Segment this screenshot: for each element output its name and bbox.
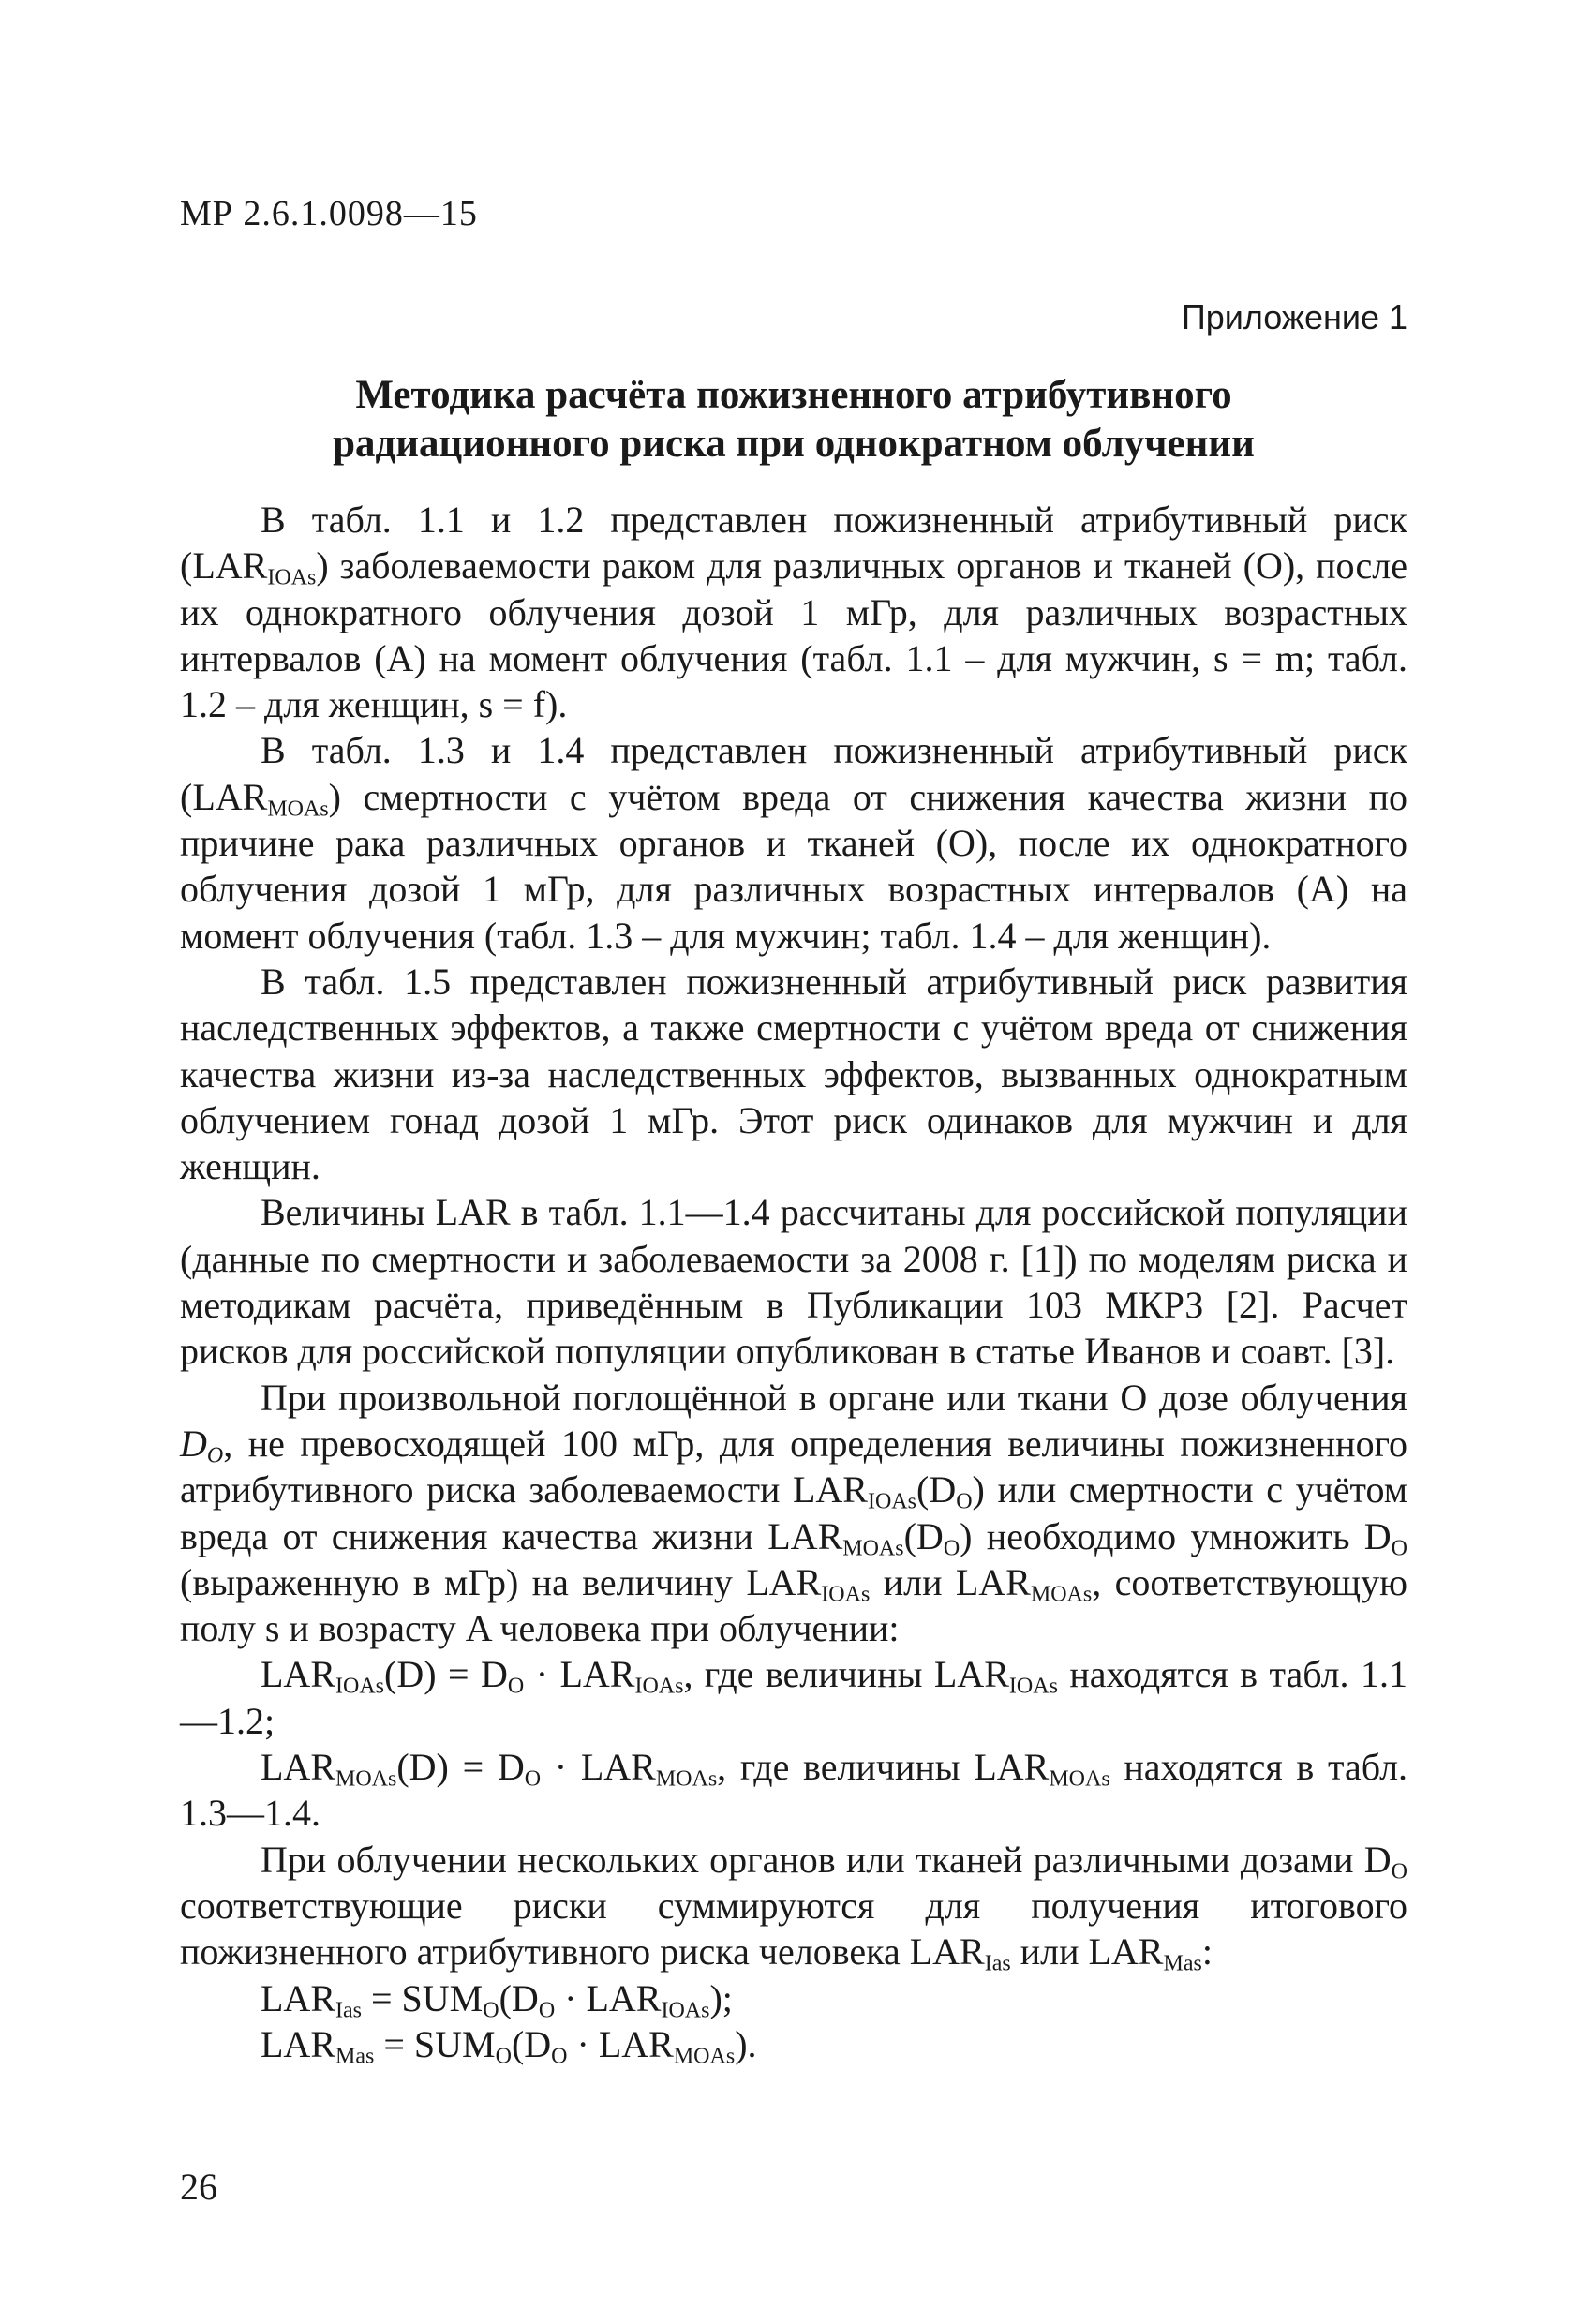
symbol-lar-ioas: $LAR_{IOAs}$ [746,1560,871,1607]
formula-2: $LAR_{MOAs}(D) = D_O \cdot LAR_{MOAs}$, где величины $LAR_{MOAs}$ находятся в табл. 1.3—1.4. [180,1746,1408,1835]
formula-3: $LAR_{Ias} = SUM_O(D_O \cdot LAR_{IOAs})$; [261,1976,733,2023]
paragraph-3: В табл. 1.5 представлен пожизненный атрибутивный риск развития наследственных эффектов, а также смертности с учётом вреда от снижения качества жизни из-за наследственных эффектов, вызванных однократным облучением гонад дозой 1 мГр. Этот риск одинаков для мужчин и для женщин. [180,960,1407,1188]
symbol-do-italic: $D_O$ [180,1422,224,1468]
symbol-lar-ioas-do: $LAR_{IOAs}(D_O)$ [792,1468,985,1514]
paragraph-2: В табл. 1.3 и 1.4 представлен пожизненный атрибутивный риск $(LAR_{MOAs})$ смертности с учётом вреда от снижения качества жизни по причине рака различных органов и тканей (O), после их однократного облучения дозой 1 мГр, для различных возрастных интервалов (A) на момент облучения (табл. 1.3 – для мужчин; табл. 1.4 – для женщин). [180,729,1407,957]
document-code: МР 2.6.1.0098—15 [180,194,478,233]
symbol-lar-moas: $LAR_{MOAs}$ [955,1560,1093,1607]
appendix-label: Приложение 1 [1181,298,1407,336]
symbol-do: $D_O$ [1363,1514,1408,1561]
paragraph-5: При произвольной поглощённой в органе или ткани O дозе облучения $D_O$, не превосходящей 100 мГр, для определения величины пожизненного атрибутивного риска заболеваемости $LAR_{IOAs}(D_O)$ или смертности с учётом вреда от снижения качества жизни $LAR_{MOAs}(D_O)$ необходимо умножить $D_O$ (выраженную в мГр) на величину $LAR_{IOAs}$ или $LAR_{MOAs}$, соответствующую полу s и возрасту A человека при облучении: [180,1376,1408,1650]
body-text [180,497,1407,2067]
paragraph-4: Величины LAR в табл. 1.1—1.4 рассчитаны для российской популяции (данные по смертности и заболеваемости за 2008 г. [1]) по моделям риска и методикам расчёта, приведённым в Публикации 103 МКРЗ [2]. Расчет рисков для российской популяции опубликован в статье Иванов и соавт. [3]. [180,1191,1407,1373]
title-line-1: Методика расчёта пожизненного атрибутивного [355,373,1232,417]
symbol-lar-moas-do: $LAR_{MOAs}(D_O)$ [767,1514,973,1561]
symbol-lar-moas: $LAR_{MOAs}$ [192,775,329,822]
formula-1: $LAR_{IOAs}(D) = D_O \cdot LAR_{IOAs}$, где величины $LAR_{IOAs}$ находятся в табл. 1.1—1.2; [180,1653,1408,1742]
symbol-lar-ioas: $LAR_{IOAs}$ [192,544,317,591]
page-number: 26 [180,2166,217,2208]
paragraph-6: При облучении нескольких органов или тканей различными дозами $D_O$ соответствующие риски суммируются для получения итогового пожизненного атрибутивного риска человека $LAR_{Ias}$ или $LAR_{Mas}$: [180,1838,1407,1976]
paragraph-1: В табл. 1.1 и 1.2 представлен пожизненный атрибутивный риск $(LAR_{IOAs})$ заболеваемости раком для различных органов и тканей (O), после их однократного облучения дозой 1 мГр, для различных возрастных интервалов (A) на момент облучения (табл. 1.1 – для мужчин, s = m; табл. 1.2 – для женщин, s = f). [180,499,1407,726]
formula-4: $LAR_{Mas} = SUM_O(D_O \cdot LAR_{MOAs})$. [261,2022,757,2069]
title-line-2: радиационного риска при однократном облучении [333,422,1255,466]
section-title [180,371,1407,469]
